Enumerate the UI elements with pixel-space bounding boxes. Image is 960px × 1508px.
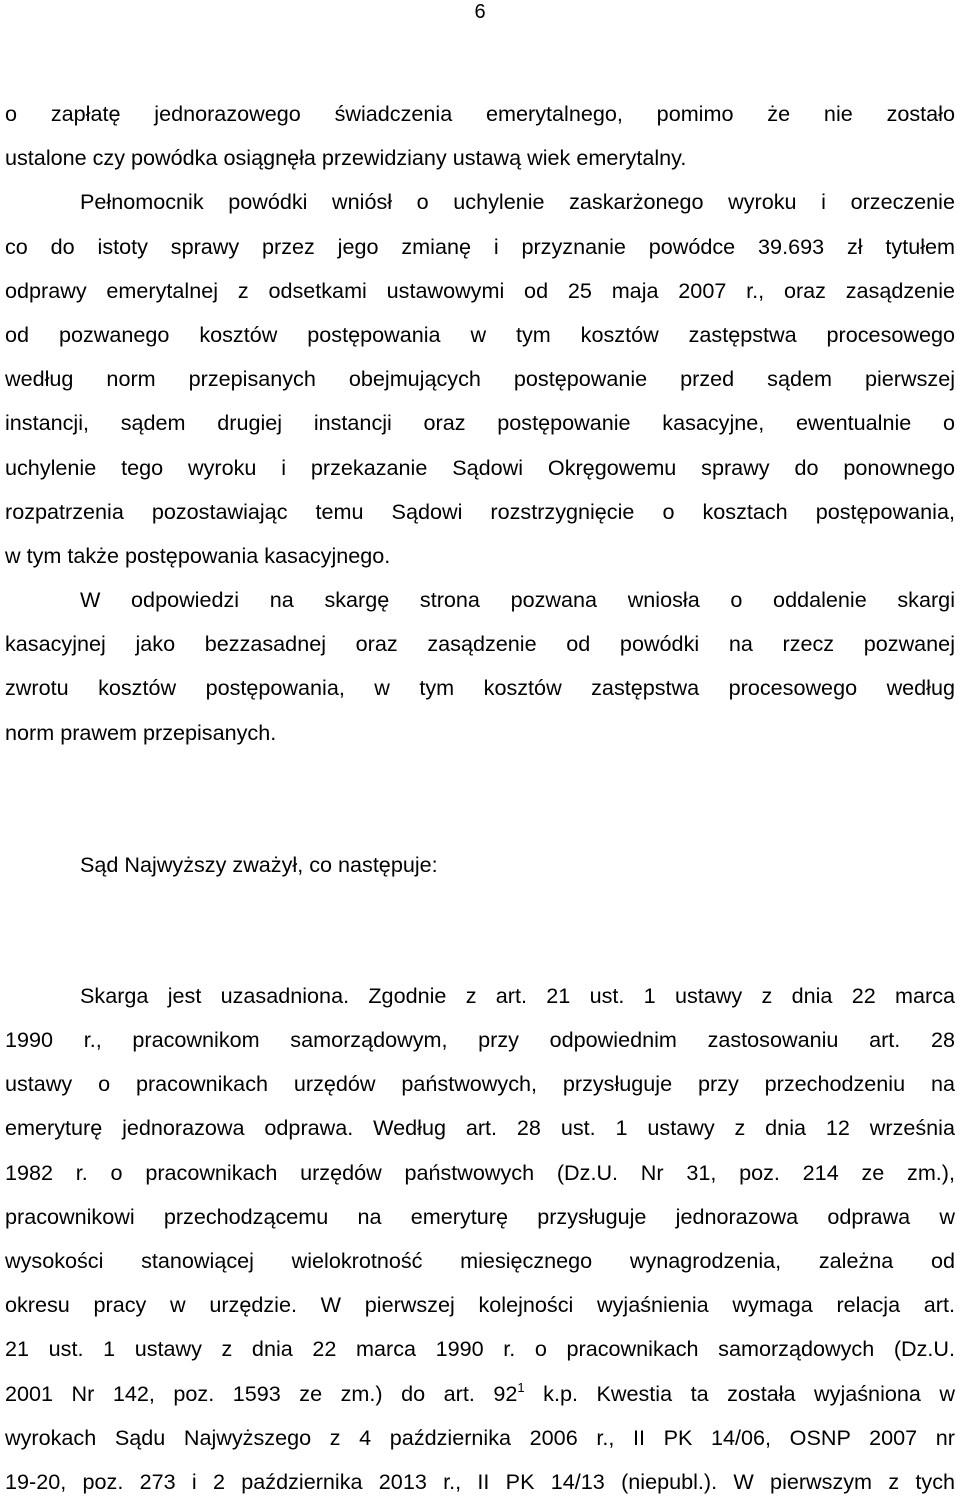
superscript: 1 [517, 1379, 525, 1395]
text-line: 1982 r. o pracownikach urzędów państwowych (Dz.U. Nr 31, poz. 214 ze zm.), [5, 1159, 955, 1185]
text-line: odprawy emerytalnej z odsetkami ustawowymi od 25 maja 2007 r., oraz zasądzenie [5, 277, 955, 303]
text-line: ustawy o pracownikach urzędów państwowych, przysługuje przy przechodzeniu na [5, 1071, 955, 1097]
text-line: W odpowiedzi na skargę strona pozwana wniosła o oddalenie skargi [80, 587, 955, 613]
text-line: w tym także postępowania kasacyjnego. [5, 542, 391, 568]
text-line: pracownikowi przechodzącemu na emeryturę przysługuje jednorazowa odprawa w [5, 1203, 955, 1229]
paragraph [5, 92, 955, 180]
spacer [5, 887, 955, 974]
text-line: wysokości stanowiącej wielokrotność miesięcznego wynagrodzenia, zależna od [5, 1247, 955, 1273]
text-line: zwrotu kosztów postępowania, w tym kosztów zastępstwa procesowego według [5, 675, 955, 701]
text-line: emeryturę jednorazowa odprawa. Według art. 28 ust. 1 ustawy z dnia 12 września [5, 1115, 955, 1141]
text-segment: 2001 Nr 142, poz. 1593 ze zm.) do art. 92 [5, 1380, 518, 1406]
text-line: ustalone czy powódka osiągnęła przewidziany ustawą wiek emerytalny. [5, 145, 687, 171]
paragraph [5, 180, 955, 578]
section-heading: Sąd Najwyższy zważył, co następuje: [80, 851, 438, 877]
text-line: kasacyjnej jako bezzasadnej oraz zasądzenie od powódki na rzecz pozwanej [5, 631, 955, 657]
text-line: od pozwanego kosztów postępowania w tym kosztów zastępstwa procesowego [5, 321, 955, 347]
text-line: rozpatrzenia pozostawiając temu Sądowi rozstrzygnięcie o kosztach postępowania, [5, 498, 955, 524]
text-line [5, 1372, 955, 1416]
paragraph [5, 974, 955, 1504]
text-line: 21 ust. 1 ustawy z dnia 22 marca 1990 r. o pracownikach samorządowych (Dz.U. [5, 1336, 955, 1362]
text-line: o zapłatę jednorazowego świadczenia emerytalnego, pomimo że nie zostało [5, 101, 955, 126]
text-line: Skarga jest uzasadniona. Zgodnie z art. 21 ust. 1 ustawy z dnia 22 marca [80, 982, 955, 1008]
text-line: 19-20, poz. 273 i 2 października 2013 r., II PK 14/13 (niepubl.). W pierwszym z tych [5, 1468, 955, 1494]
text-line: instancji, sądem drugiej instancji oraz postępowanie kasacyjne, ewentualnie o [5, 410, 955, 436]
page-number: 6 [474, 1, 486, 23]
text-line: co do istoty sprawy przez jego zmianę i przyznanie powódce 39.693 zł tytułem [5, 233, 955, 259]
text-line: norm prawem przepisanych. [5, 719, 277, 745]
text-line: wyrokach Sądu Najwyższego z 4 października 2006 r., II PK 14/06, OSNP 2007 nr [5, 1424, 955, 1450]
paragraph [5, 578, 955, 755]
text-line: 1990 r., pracownikom samorządowym, przy odpowiednim zastosowaniu art. 28 [5, 1027, 955, 1052]
spacer [5, 755, 955, 843]
text-line: okresu pracy w urzędzie. W pierwszej kolejności wyjaśnienia wymaga relacja art. [5, 1292, 955, 1318]
text-line: według norm przepisanych obejmujących postępowanie przed sądem pierwszej [5, 366, 955, 392]
text-segment: k.p. Kwestia ta została wyjaśniona w [524, 1380, 956, 1406]
document-body [5, 92, 955, 1504]
text-line: Pełnomocnik powódki wniósł o uchylenie zaskarżonego wyroku i orzeczenie [80, 189, 955, 215]
text-line: uchylenie tego wyroku i przekazanie Sądowi Okręgowemu sprawy do ponownego [5, 454, 955, 480]
